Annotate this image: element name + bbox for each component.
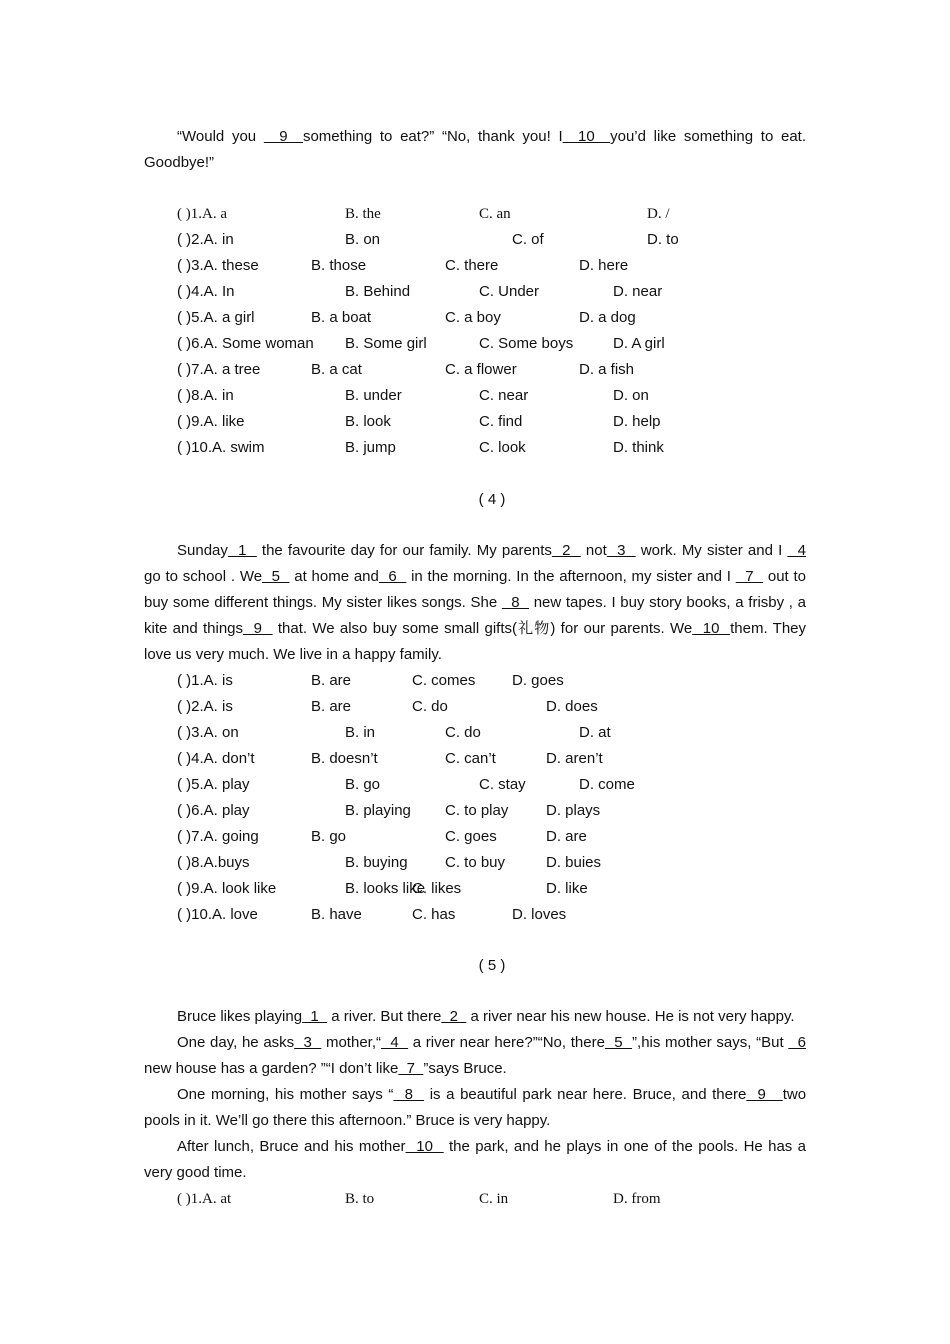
question-option-a: ( )10.A. love [177,906,258,923]
question-row [177,668,777,694]
question-option-a: ( )1.A. is [177,672,233,689]
question-option-d: D. aren’t [546,750,603,767]
question-row [177,1186,777,1212]
question-option-a: ( )4.A. In [177,283,235,300]
passage-text: pools in it. We’ll go there this afternoon.” Bruce is very happy. [144,1112,551,1129]
question-row [177,331,777,357]
question-row [177,227,777,253]
passage-text: new tapes. I buy story books, a frisby , a [529,594,806,611]
answer-blank: 9 [243,620,273,637]
question-option-c: C. to play [445,802,509,819]
question-option-c: C. of [512,231,544,248]
passage-line [144,1134,806,1160]
question-option-b: B. Behind [345,283,411,300]
question-row [177,746,777,772]
passage-line [144,1160,806,1186]
question-option-c: C. comes [412,672,476,689]
question-option-c: C. near [479,387,529,404]
answer-blank: 8 [393,1086,425,1103]
passage-text: love us very much. We live in a happy family. [144,646,442,663]
question-row [177,694,777,720]
passage-text: the favourite day for our family. My parents [256,542,552,559]
passage-text: in the morning. In the afternoon, my sister and I [406,568,736,585]
question-option-d: D. near [613,283,663,300]
answer-blank: 4 [787,542,807,559]
question-row [177,357,777,383]
question-option-a: ( )5.A. play [177,776,250,793]
question-option-c: C. there [445,257,499,274]
question-option-d: D. like [546,880,588,897]
question-option-b: B. have [311,906,362,923]
passage-text: two [782,1086,807,1103]
question-option-d: D. come [579,776,635,793]
question-option-c: C. likes [412,880,462,897]
question-option-a: ( )5.A. a girl [177,309,255,326]
section3-passage [144,124,806,176]
passage-line [144,564,806,590]
question-option-d: D. buies [546,854,602,871]
question-option-b: B. are [311,698,352,715]
question-option-a: ( )6.A. play [177,802,250,819]
question-row [177,772,777,798]
passage-text: them. They [730,620,807,637]
question-option-a: ( )3.A. on [177,724,239,741]
question-option-a: ( )8.A.buys [177,854,250,871]
section5-heading: ( 5 ) [478,957,506,974]
question-option-b: B. the [345,206,381,222]
passage-line [144,616,806,642]
question-option-d: D. plays [546,802,601,819]
passage-text: new house has a garden? ”“I don’t like [144,1060,399,1077]
question-option-a: ( )7.A. going [177,828,259,845]
answer-blank: 6 [788,1034,807,1051]
question-row [177,902,777,928]
passage-text: Bruce likes playing [177,1008,303,1025]
question-option-b: B. jump [345,439,396,456]
question-option-a: ( )10.A. swim [177,439,265,456]
passage-line [144,590,806,616]
question-option-c: C. to buy [445,854,506,871]
blank-9: 9 [263,128,303,145]
question-option-b: B. doesn’t [311,750,378,767]
question-option-d: D. to [647,231,679,248]
passage-text: After lunch, Bruce and his mother [177,1138,406,1155]
answer-blank: 2 [551,542,581,559]
question-option-a: ( )2.A. is [177,698,233,715]
question-option-d: D. here [579,257,629,274]
question-option-b: B. those [311,257,367,274]
passage-text: at home and [289,568,379,585]
section5-passage [144,1004,806,1186]
question-option-d: D. on [613,387,649,404]
passage-text: Sunday [177,542,228,559]
question-row [177,798,777,824]
passage-text: very good time. [144,1164,247,1181]
question-row [177,201,777,227]
question-option-a: ( )4.A. don’t [177,750,255,767]
question-option-d: D. at [579,724,611,741]
answer-blank: 8 [501,594,529,611]
answer-blank: 3 [606,542,636,559]
question-row [177,383,777,409]
question-option-b: B. under [345,387,402,404]
answer-blank: 1 [227,542,257,559]
question-option-a: ( )1.A. a [177,206,227,222]
question-option-a: ( )3.A. these [177,257,259,274]
question-option-c: C. can’t [445,750,496,767]
question-option-a: ( )9.A. like [177,413,245,430]
question-option-d: D. A girl [613,335,665,352]
question-option-c: C. do [445,724,481,741]
passage-text: a river near his new house. He is not very happy. [466,1008,795,1025]
passage-line [144,642,806,668]
question-option-d: D. does [546,698,598,715]
question-option-a: ( )1.A. at [177,1191,232,1207]
question-row [177,409,777,435]
question-option-b: B. look [345,413,391,430]
question-option-b: B. go [345,776,381,793]
answer-blank: 10 [692,620,731,637]
question-option-d: D. a fish [579,361,635,378]
question-option-a: ( )8.A. in [177,387,234,404]
question-option-c: C. goes [445,828,497,845]
question-option-c: C. stay [479,776,526,793]
question-option-d: D. are [546,828,587,845]
question-option-b: B. in [345,724,376,741]
question-option-d: D. think [613,439,664,456]
passage-text: the park, and he plays in one of the pools. He has a [443,1138,806,1155]
question-row [177,305,777,331]
question-row [177,824,777,850]
passage-text: buy some different things. My sister likes songs. She [144,594,502,611]
question-option-b: B. are [311,672,352,689]
section4-heading: ( 4 ) [478,491,506,508]
question-option-c: C. a boy [445,309,501,326]
question-option-b: B. on [345,231,381,248]
passage-text: One day, he asks [177,1034,295,1051]
passage-line: “Would you 9 something to eat?” “No, thank you! I 10 you’d like something to eat. [177,128,807,145]
question-option-d: D. goes [512,672,564,689]
question-row [177,850,777,876]
question-row [177,253,777,279]
question-option-b: B. go [311,828,347,845]
question-option-b: B. buying [345,854,408,871]
passage-text: ”says Bruce. [423,1060,507,1077]
answer-blank: 6 [378,568,407,585]
question-option-c: C. do [412,698,448,715]
question-option-d: D. loves [512,906,567,923]
section4-passage [144,538,806,668]
question-row [177,279,777,305]
question-row [177,435,777,461]
question-row [177,876,777,902]
question-option-c: C. in [479,1191,509,1207]
question-option-c: C. Some boys [479,335,574,352]
passage-text: is a beautiful park near here. Bruce, and there [424,1086,747,1103]
question-option-c: C. find [479,413,523,430]
passage-text: go to school . We [144,568,263,585]
passage-text: ”,his mother says, “But [632,1034,789,1051]
question-option-b: B. a boat [311,309,372,326]
passage-line [144,1004,806,1030]
question-option-a: ( )9.A. look like [177,880,277,897]
question-option-a: ( )7.A. a tree [177,361,261,378]
answer-blank: 9 [746,1086,778,1103]
answer-blank: 1 [302,1008,328,1025]
question-row [177,720,777,746]
passage-line [144,1108,806,1134]
question-option-c: C. look [479,439,526,456]
answer-blank: 3 [294,1034,322,1051]
passage-line [144,1082,806,1108]
passage-line [144,1056,806,1082]
answer-blank: 4 [381,1034,409,1051]
question-option-c: C. a flower [445,361,517,378]
question-option-b: B. playing [345,802,411,819]
passage-line: Goodbye!” [144,154,215,171]
passage-text: work. My sister and I [635,542,788,559]
question-option-a: ( )2.A. in [177,231,234,248]
question-option-b: B. a cat [311,361,362,378]
question-option-b: B. Some girl [345,335,427,352]
passage-line [144,1030,806,1056]
passage-text: mother,“ [321,1034,381,1051]
answer-blank: 7 [735,568,764,585]
answer-blank: 10 [405,1138,444,1155]
answer-blank: 7 [398,1060,424,1077]
question-option-a: ( )6.A. Some woman [177,335,314,352]
question-option-c: C. Under [479,283,540,300]
passage-line [144,538,806,564]
answer-blank: 2 [441,1008,467,1025]
question-option-d: D. from [613,1191,661,1207]
question-option-d: D. help [613,413,661,430]
question-option-c: C. has [412,906,456,923]
answer-blank: 5 [262,568,290,585]
question-option-b: B. looks like [345,880,426,897]
passage-text: One morning, his mother says “ [177,1086,394,1103]
passage-text: out to [763,568,807,585]
passage-text: kite and things [144,620,243,637]
question-option-d: D. a dog [579,309,636,326]
passage-text: that. We also buy some small gifts(礼物) for our parents. We [272,620,693,637]
question-option-b: B. to [345,1191,375,1207]
blank-10: 10 [562,128,611,145]
passage-text: not [580,542,607,559]
question-option-d: D. / [647,206,670,222]
passage-text: a river near here?”“No, there [408,1034,605,1051]
passage-text: a river. But there [327,1008,442,1025]
question-option-c: C. an [479,206,511,222]
answer-blank: 5 [604,1034,633,1051]
